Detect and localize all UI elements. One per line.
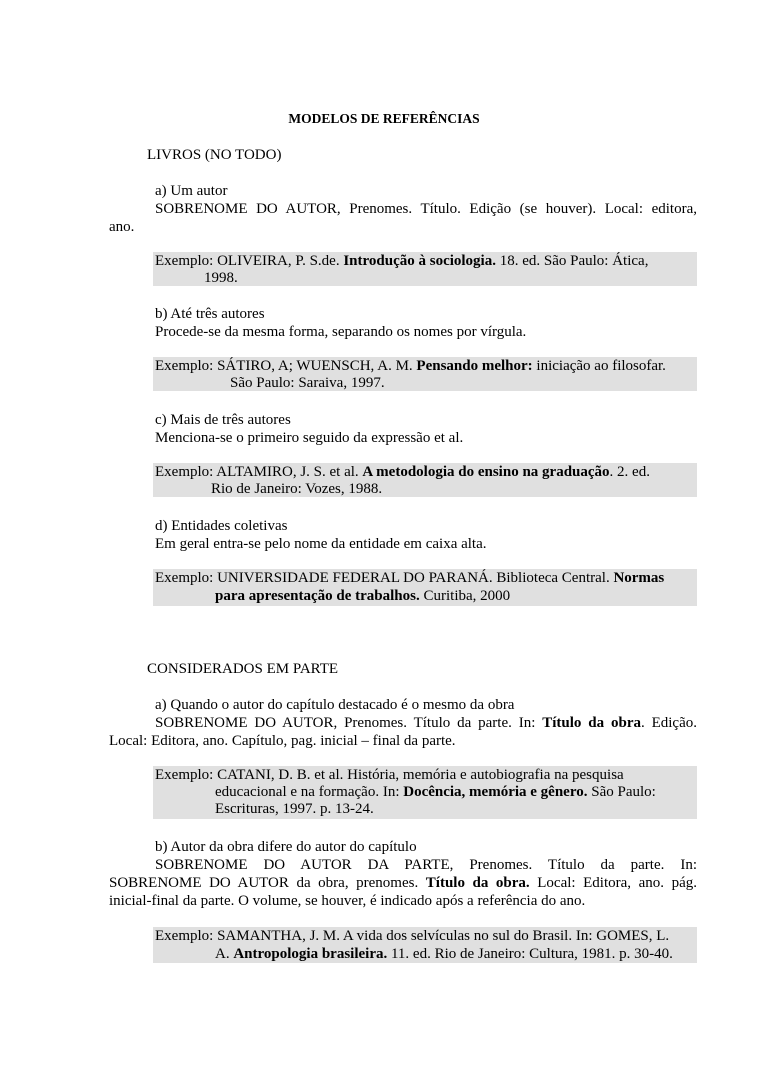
rule-text-entidades-coletivas: Em geral entra-se pelo nome da entidade em caixa alta.: [155, 536, 487, 552]
page-title: MODELOS DE REFERÊNCIAS: [288, 111, 480, 126]
section-heading-em-parte: CONSIDERADOS EM PARTE: [147, 661, 339, 677]
example-line: Exemplo: OLIVEIRA, P. S.de. Introdução à sociologia. 18. ed. São Paulo: Ática,: [155, 253, 649, 269]
example-line: Rio de Janeiro: Vozes, 1988.: [211, 481, 383, 497]
example-line: A. Antropologia brasileira. 11. ed. Rio de Janeiro: Cultura, 1981. p. 30-40.: [215, 946, 673, 962]
rule-text-mesmo-autor-line1: SOBRENOME DO AUTOR, Prenomes. Título da parte. In: Título da obra. Edição.: [155, 715, 697, 731]
example-line: São Paulo: Saraiva, 1997.: [230, 375, 385, 391]
example-line: para apresentação de trabalhos. Curitiba, 2000: [215, 588, 511, 604]
rule-text-autor-difere-line1: SOBRENOME DO AUTOR DA PARTE, Prenomes. Título da parte. In:: [155, 857, 697, 873]
subsection-label-mais-de-tres-autores: c) Mais de três autores: [155, 412, 291, 428]
rule-text-mais-de-tres-autores: Menciona-se o primeiro seguido da expressão et al.: [155, 430, 464, 446]
section-heading-livros: LIVROS (NO TODO): [147, 147, 282, 163]
example-line: Escrituras, 1997. p. 13-24.: [215, 801, 374, 817]
rule-text-autor-difere-line2: SOBRENOME DO AUTOR da obra, prenomes. Título da obra. Local: Editora, ano. pág.: [109, 875, 697, 891]
rule-text-um-autor-line2: ano.: [109, 219, 135, 235]
example-line: 1998.: [204, 270, 238, 286]
subsection-label-ate-tres-autores: b) Até três autores: [155, 306, 265, 322]
subsection-label-mesmo-autor: a) Quando o autor do capítulo destacado é o mesmo da obra: [155, 697, 515, 713]
example-line: Exemplo: SÁTIRO, A; WUENSCH, A. M. Pensando melhor: iniciação ao filosofar.: [155, 358, 666, 374]
subsection-label-um-autor: a) Um autor: [155, 183, 228, 199]
example-box-autor-difere: [153, 927, 697, 963]
example-line: Exemplo: ALTAMIRO, J. S. et al. A metodologia do ensino na graduação. 2. ed.: [155, 464, 650, 480]
example-box-um-autor: [153, 252, 697, 286]
rule-text-ate-tres-autores: Procede-se da mesma forma, separando os nomes por vírgula.: [155, 324, 527, 340]
rule-text-mesmo-autor-line2: Local: Editora, ano. Capítulo, pag. inicial – final da parte.: [109, 733, 456, 749]
example-line: Exemplo: CATANI, D. B. et al. História, memória e autobiografia na pesquisa: [155, 767, 624, 783]
rule-text-autor-difere-line3: inicial-final da parte. O volume, se houver, é indicado após a referência do ano.: [109, 893, 586, 909]
subsection-label-autor-difere: b) Autor da obra difere do autor do capítulo: [155, 839, 417, 855]
example-line: Exemplo: SAMANTHA, J. M. A vida dos selvículas no sul do Brasil. In: GOMES, L.: [155, 928, 670, 944]
example-box-ate-tres-autores: [153, 357, 697, 391]
rule-text-um-autor-line1: SOBRENOME DO AUTOR, Prenomes. Título. Edição (se houver). Local: editora,: [155, 201, 697, 217]
subsection-label-entidades-coletivas: d) Entidades coletivas: [155, 518, 288, 534]
example-box-mesmo-autor: [153, 766, 697, 819]
example-box-mais-de-tres-autores: [153, 463, 697, 497]
example-box-entidades-coletivas: [153, 569, 697, 606]
example-line: educacional e na formação. In: Docência, memória e gênero. São Paulo:: [215, 784, 656, 800]
example-line: Exemplo: UNIVERSIDADE FEDERAL DO PARANÁ. Biblioteca Central. Normas: [155, 570, 665, 586]
